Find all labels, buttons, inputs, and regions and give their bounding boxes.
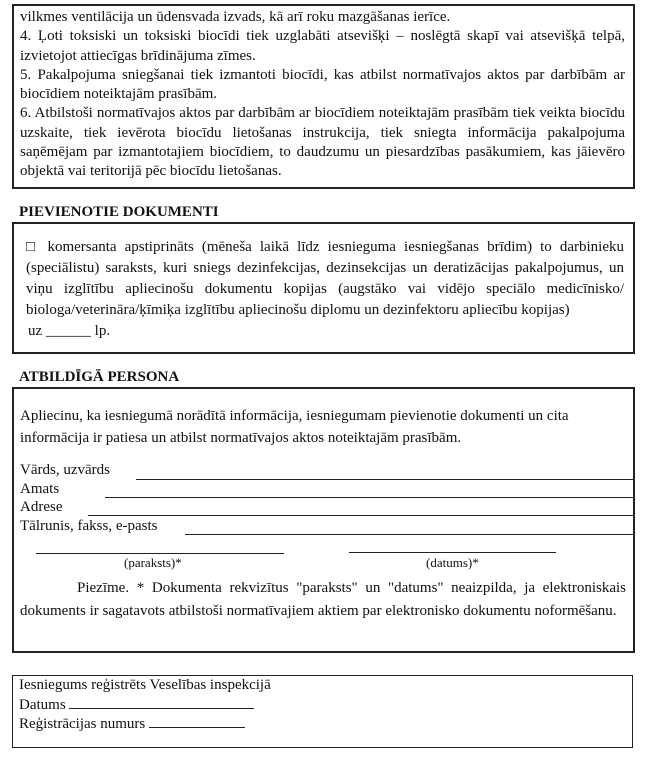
pages-suffix: lp.	[94, 323, 111, 339]
pages-prefix: uz	[28, 323, 43, 339]
requirement-item-4: 4. Ļoti toksiski un toksiski biocīdi tiek uzglabāti atsevišķi – noslēgtā skapī vai atsevišķā telpā, izvietojot attiecīgas brīdinājuma zīmes.	[20, 28, 625, 64]
attached-documents-text	[26, 237, 624, 321]
field-label-address: Adrese	[20, 499, 63, 515]
registration-box	[12, 675, 633, 748]
attached-documents-description: komersanta apstiprināts (mēneša laikā līdz iesnieguma iesniegšanas brīdim) to darbinieku (speciālistu) saraksts, kuri sniegs dezinfekcijas, dezinsekcijas un deratizācijas pakalpojumus, un viņu izglītību apliecinošu dokumentu kopijas (augstāko vai vidējo speciālo medicīnisko/ biologa/veterinārа/ķīmiķa izglītību apliecinošu diplomu un dezinfektoru apliecību kopijas)	[26, 239, 624, 318]
registration-date	[19, 696, 254, 714]
field-label-name: Vārds, uzvārds	[20, 462, 110, 478]
requirement-line: vilkmes ventilācija un ūdensvada izvads, kā arī roku mazgāšanas ierīce.	[20, 9, 451, 25]
requirement-item-6: 6. Atbilstoši normatīvajos aktos par darbībām ar biocīdiem noteiktajām prasībām tiek veikta biocīdu uzskaite, tiek ievērota biocīdu lietošanas instrukcija, tiek sniegta informācija pakalpojuma saņēmējam par izmantotajiem biocīdiem, to daudzumu un piesardzības pasākumiem, kas jāievēro objektā vai teritorijā pēc biocīdu lietošanas.	[20, 105, 625, 180]
statement: Apliecinu, ka iesniegumā norādītā informācija, iesniegumam pievienotie dokumenti un cita informācija ir patiesa un atbilst normatīvajos aktos noteiktajām prasībām.	[20, 408, 569, 446]
registration-date-input[interactable]	[69, 696, 254, 709]
signature-caption: (paraksts)*	[124, 555, 182, 570]
field-label-position: Amats	[20, 481, 60, 497]
date-caption: (datums)*	[426, 555, 479, 570]
address-input[interactable]	[88, 515, 633, 516]
responsible-person-box	[12, 387, 635, 653]
registration-date-label: Datums	[19, 697, 66, 713]
note: Piezīme. * Dokumenta rekvizītus "paraksts" un "datums" neaizpilda, ja elektroniskais dokuments ir sagatavots atbilstoši normatīvajiem aktiem par elektronisko dokumentu noformēšanu.	[20, 580, 626, 619]
checkbox[interactable]: □	[26, 239, 40, 255]
registration-title: Iesniegums reģistrēts Veselības inspekcijā	[19, 677, 271, 693]
position-input[interactable]	[105, 497, 633, 498]
responsible-person-heading: ATBILDĪGĀ PERSONA	[19, 369, 180, 385]
field-label-contacts: Tālrunis, fakss, e-pasts	[20, 518, 158, 534]
requirement-item-5: 5. Pakalpojuma sniegšanai tiek izmantoti biocīdi, kas atbilst normatīvajos aktos par darbībām ar biocīdiem noteiktajām prasībām.	[20, 66, 625, 103]
contacts-input[interactable]	[185, 534, 633, 535]
pages-input[interactable]: ______	[45, 323, 91, 339]
name-input[interactable]	[136, 479, 633, 480]
date-input[interactable]	[349, 552, 556, 553]
registration-number	[19, 715, 245, 733]
registration-number-label: Reģistrācijas numurs	[19, 716, 146, 732]
signature-input[interactable]	[36, 553, 284, 554]
pages-count	[26, 321, 624, 342]
registration-number-input[interactable]	[149, 715, 245, 728]
requirements-box	[12, 4, 635, 189]
attached-documents-heading: PIEVIENOTIE DOKUMENTI	[19, 204, 219, 220]
attached-documents-box	[12, 222, 635, 354]
